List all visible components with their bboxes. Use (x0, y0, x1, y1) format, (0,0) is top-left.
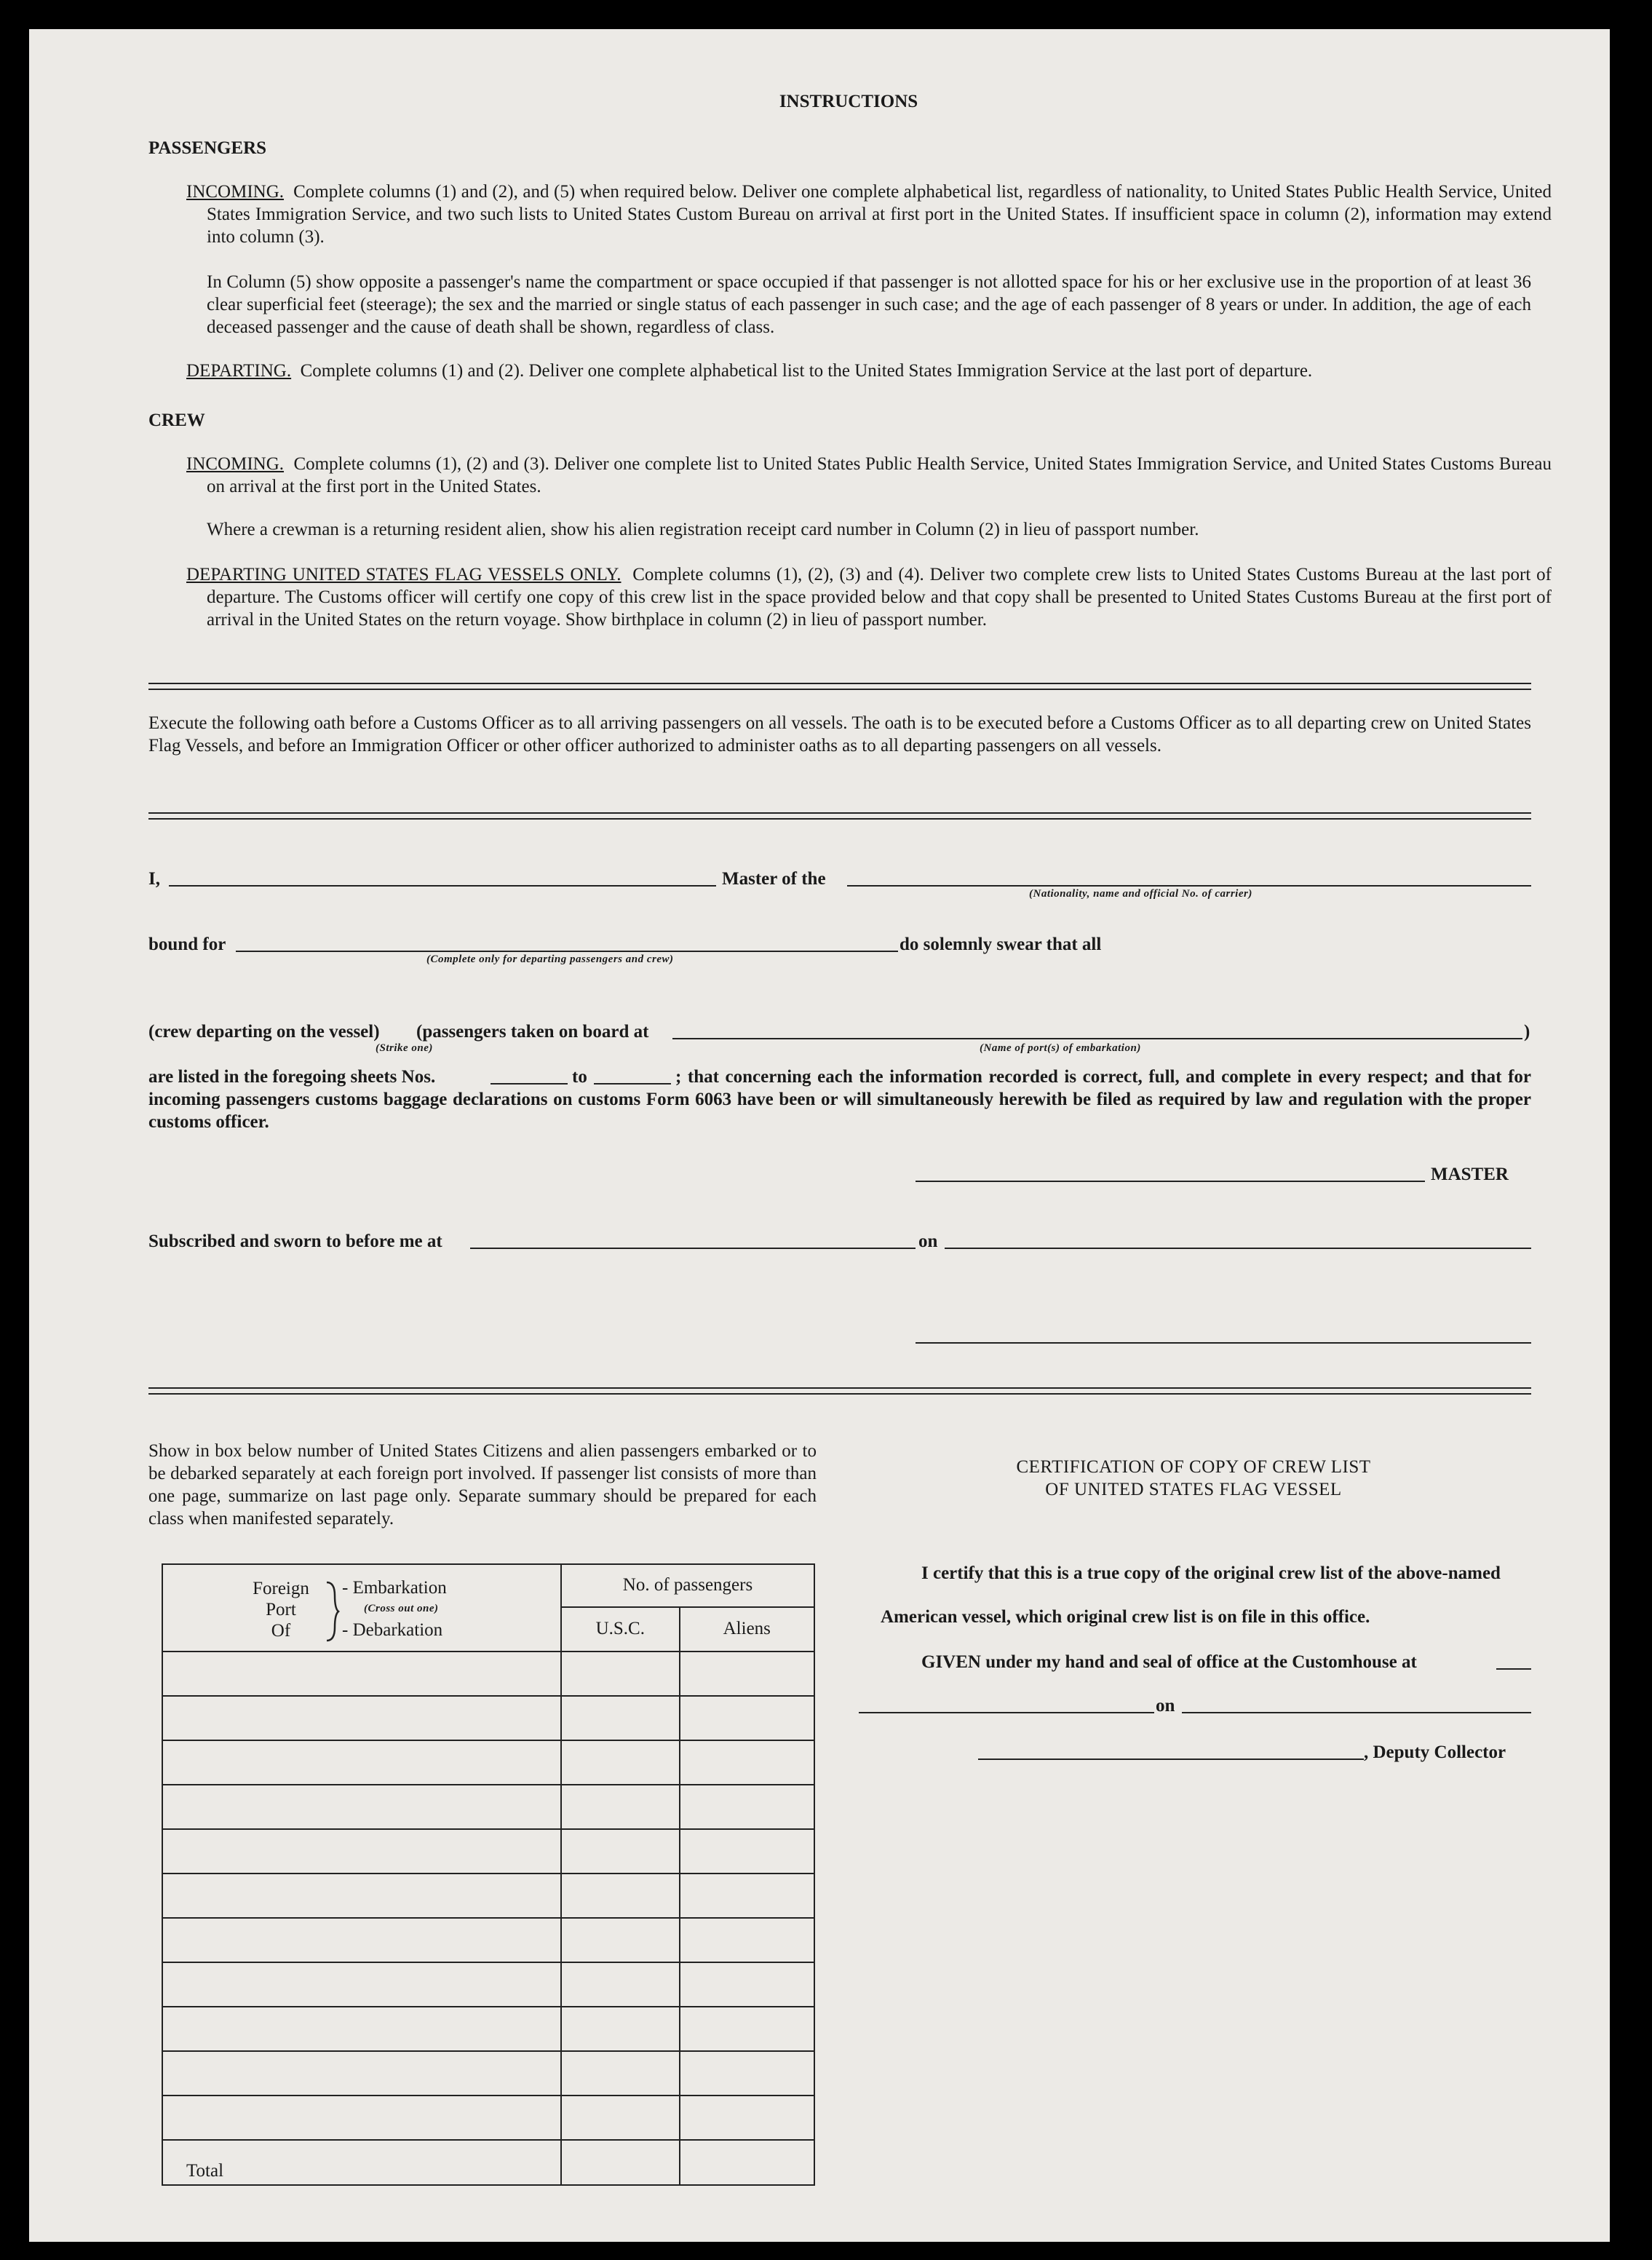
port-cell[interactable] (162, 1918, 561, 1962)
form-page (29, 29, 1610, 2242)
bound-for-label: bound for (148, 935, 226, 954)
port-cell[interactable] (162, 1785, 561, 1829)
crew-incoming-instruction (186, 453, 1552, 498)
certification-title-line-2: OF UNITED STATES FLAG VESSEL (1045, 1480, 1342, 1499)
page-title: INSTRUCTIONS (779, 92, 918, 111)
certification-on-label: on (1156, 1696, 1175, 1716)
crew-heading: CREW (148, 411, 205, 430)
usc-header: U.S.C. (561, 1607, 680, 1652)
port-cell[interactable] (162, 1652, 561, 1696)
embarkation-option[interactable]: - Embarkation (342, 1578, 447, 1598)
strike-one-hint: (Strike one) (376, 1042, 433, 1054)
debarkation-option[interactable]: - Debarkation (342, 1620, 443, 1640)
section-divider (148, 1393, 1531, 1395)
passengers-departing-text: Complete columns (1) and (2). Deliver one complete alphabetical list to the United States Immigration Service at the last port of departure. (300, 361, 1313, 381)
usc-total-cell[interactable] (561, 2140, 680, 2185)
master-of-label: Master of the (722, 869, 826, 889)
aliens-cell[interactable] (680, 1918, 814, 1962)
subscribed-label: Subscribed and sworn to before me at (148, 1232, 442, 1251)
usc-cell[interactable] (561, 1874, 680, 1918)
passenger-summary-table (162, 1563, 815, 2186)
passengers-incoming-instruction (186, 181, 1552, 248)
aliens-cell[interactable] (680, 1962, 814, 2007)
crew-departing-text: Complete columns (1), (2), (3) and (4). Deliver two complete crew lists to United States Customs Bureau at the last port of departure. The Customs officer will certify one copy of this crew list in the space provided below and that copy shall be presented to United States Customs Bureau at the first port of arrival in the United States on the return voyage. Show birthplace in column (2) in lieu of passport number. (207, 565, 1552, 630)
aliens-cell[interactable] (680, 1829, 814, 1874)
port-cell[interactable] (162, 1696, 561, 1740)
sworn-location-field[interactable] (470, 1248, 916, 1249)
no-passengers-header: No. of passengers (561, 1564, 814, 1607)
port-cell[interactable] (162, 2007, 561, 2051)
master-signature-field[interactable] (916, 1181, 1425, 1182)
bound-for-hint: (Complete only for departing passengers and crew) (426, 953, 674, 965)
port-cell[interactable] (162, 1962, 561, 2007)
passengers-column5-instruction: In Column (5) show opposite a passenger's name the compartment or space occupied if that passenger is not allotted space for his or her exclusive use in the proportion of at least 36 clear superficial feet (steerage); the sex and the married or single status of each passenger in such case; and the age of each passenger of 8 years or under. In addition, the age of each deceased passenger and the cause of death shall be shown, regardless of class. (207, 272, 1531, 337)
crew-incoming-label: INCOMING. (186, 454, 285, 474)
usc-cell[interactable] (561, 2051, 680, 2096)
usc-cell[interactable] (561, 2096, 680, 2140)
section-divider (148, 689, 1531, 690)
usc-cell[interactable] (561, 1829, 680, 1874)
usc-cell[interactable] (561, 1740, 680, 1785)
carrier-field-hint: (Nationality, name and official No. of carrier) (1029, 888, 1252, 900)
crew-departing-instruction (186, 563, 1552, 631)
usc-cell[interactable] (561, 2007, 680, 2051)
section-divider (148, 683, 1531, 684)
port-header-cell (162, 1564, 561, 1652)
close-paren: ) (1524, 1022, 1530, 1042)
aliens-cell[interactable] (680, 1874, 814, 1918)
oath-statement: ; that concerning each the information recorded is correct, full, and complete in every respect; and that for incoming passengers customs baggage declarations on customs Form 6063 have been or will simultaneously herewith be filed as required by law and regulation with the proper customs officer. (148, 1067, 1531, 1132)
port-cell[interactable] (162, 1829, 561, 1874)
aliens-cell[interactable] (680, 2007, 814, 2051)
passengers-departing-instruction (186, 360, 1540, 382)
usc-cell[interactable] (561, 1652, 680, 1696)
aliens-header: Aliens (680, 1607, 814, 1652)
usc-cell[interactable] (561, 1696, 680, 1740)
master-signature-label: MASTER (1431, 1165, 1509, 1184)
passengers-incoming-text: Complete columns (1) and (2), and (5) when required below. Deliver one complete alphabetical list, regardless of nationality, to United States Public Health Service, United States Immigration Service, and two such lists to United States Custom Bureau on arrival at first port in the United States. If insufficient space in column (2), information may extend into column (3). (207, 182, 1552, 247)
crew-resident-alien-note: Where a crewman is a returning resident alien, show his alien registration receipt card number in Column (2) in lieu of passport number. (207, 520, 1199, 539)
aliens-cell[interactable] (680, 1740, 814, 1785)
usc-cell[interactable] (561, 1785, 680, 1829)
crew-incoming-text: Complete columns (1), (2) and (3). Deliver one complete list to United States Public Health Service, United States Immigration Service, and United States Customs Bureau on arrival at the first port in the United States. (207, 454, 1552, 496)
crew-departing-label: DEPARTING UNITED STATES FLAG VESSELS ONLY. (186, 565, 622, 584)
officer-signature-field[interactable] (916, 1342, 1531, 1344)
sworn-date-field[interactable] (945, 1248, 1531, 1249)
section-divider (148, 812, 1531, 814)
aliens-cell[interactable] (680, 1696, 814, 1740)
sheets-from-label: are listed in the foregoing sheets Nos. (148, 1067, 436, 1087)
certify-line-3: GIVEN under my hand and seal of office at the Customhouse at (921, 1652, 1417, 1672)
oath-introduction: Execute the following oath before a Customs Officer as to all arriving passengers on all vessels. The oath is to be executed before a Customs Officer as to all departing crew on United States Flag Vessels, and before an Immigration Officer or other officer authorized to administer oaths as to all departing passengers on all vessels. (148, 713, 1531, 756)
passengers-departing-label: DEPARTING. (186, 361, 292, 381)
carrier-field[interactable] (847, 885, 1531, 887)
brace-icon (325, 1581, 341, 1642)
swear-text: do solemnly swear that all (900, 935, 1102, 954)
port-cell[interactable] (162, 1740, 561, 1785)
certify-line-1: I certify that this is a true copy of the original crew list of the above-named (921, 1563, 1501, 1583)
certification-title (856, 1456, 1531, 1501)
summary-instruction: Show in box below number of United States Citizens and alien passengers embarked or to be debarked separately at each foreign port involved. If passenger list consists of more than one page, summarize on last page only. Separate summary should be prepared for each class when manifested separately. (148, 1441, 817, 1529)
foreign-port-of-label: Foreign Port Of (253, 1579, 309, 1641)
aliens-total-cell[interactable] (680, 2140, 814, 2185)
aliens-cell[interactable] (680, 1785, 814, 1829)
oath-i-label: I, (148, 869, 160, 889)
embarkation-port-hint: (Name of port(s) of embarkation) (980, 1042, 1141, 1054)
usc-cell[interactable] (561, 1918, 680, 1962)
certify-line-2: American vessel, which original crew list is on file in this office. (881, 1607, 1370, 1627)
aliens-cell[interactable] (680, 2051, 814, 2096)
bound-for-field[interactable] (236, 951, 898, 952)
cross-out-hint: (Cross out one) (364, 1603, 439, 1614)
usc-cell[interactable] (561, 1962, 680, 2007)
passengers-heading: PASSENGERS (148, 138, 267, 158)
port-cell[interactable] (162, 2096, 561, 2140)
sworn-on-label: on (918, 1232, 938, 1251)
passengers-incoming-label: INCOMING. (186, 182, 285, 202)
total-label-cell: Total (162, 2140, 561, 2185)
aliens-cell[interactable] (680, 1652, 814, 1696)
deputy-collector-label: , Deputy Collector (1364, 1742, 1506, 1762)
port-cell[interactable] (162, 1874, 561, 1918)
passengers-taken-option[interactable]: (passengers taken on board at (416, 1022, 649, 1042)
certification-location-field[interactable] (859, 1712, 1154, 1713)
deputy-collector-signature-field[interactable] (978, 1759, 1364, 1760)
certification-date-field[interactable] (1182, 1712, 1531, 1713)
section-divider (148, 818, 1531, 820)
port-cell[interactable] (162, 2051, 561, 2096)
section-divider (148, 1387, 1531, 1389)
certification-title-line-1: CERTIFICATION OF COPY OF CREW LIST (1016, 1457, 1371, 1477)
customhouse-location-field[interactable] (1496, 1668, 1531, 1670)
master-name-field[interactable] (169, 885, 716, 887)
crew-departing-option[interactable]: (crew departing on the vessel) (148, 1022, 380, 1042)
aliens-cell[interactable] (680, 2096, 814, 2140)
embarkation-port-field[interactable] (672, 1038, 1522, 1039)
sheets-to-label: to (572, 1067, 587, 1087)
